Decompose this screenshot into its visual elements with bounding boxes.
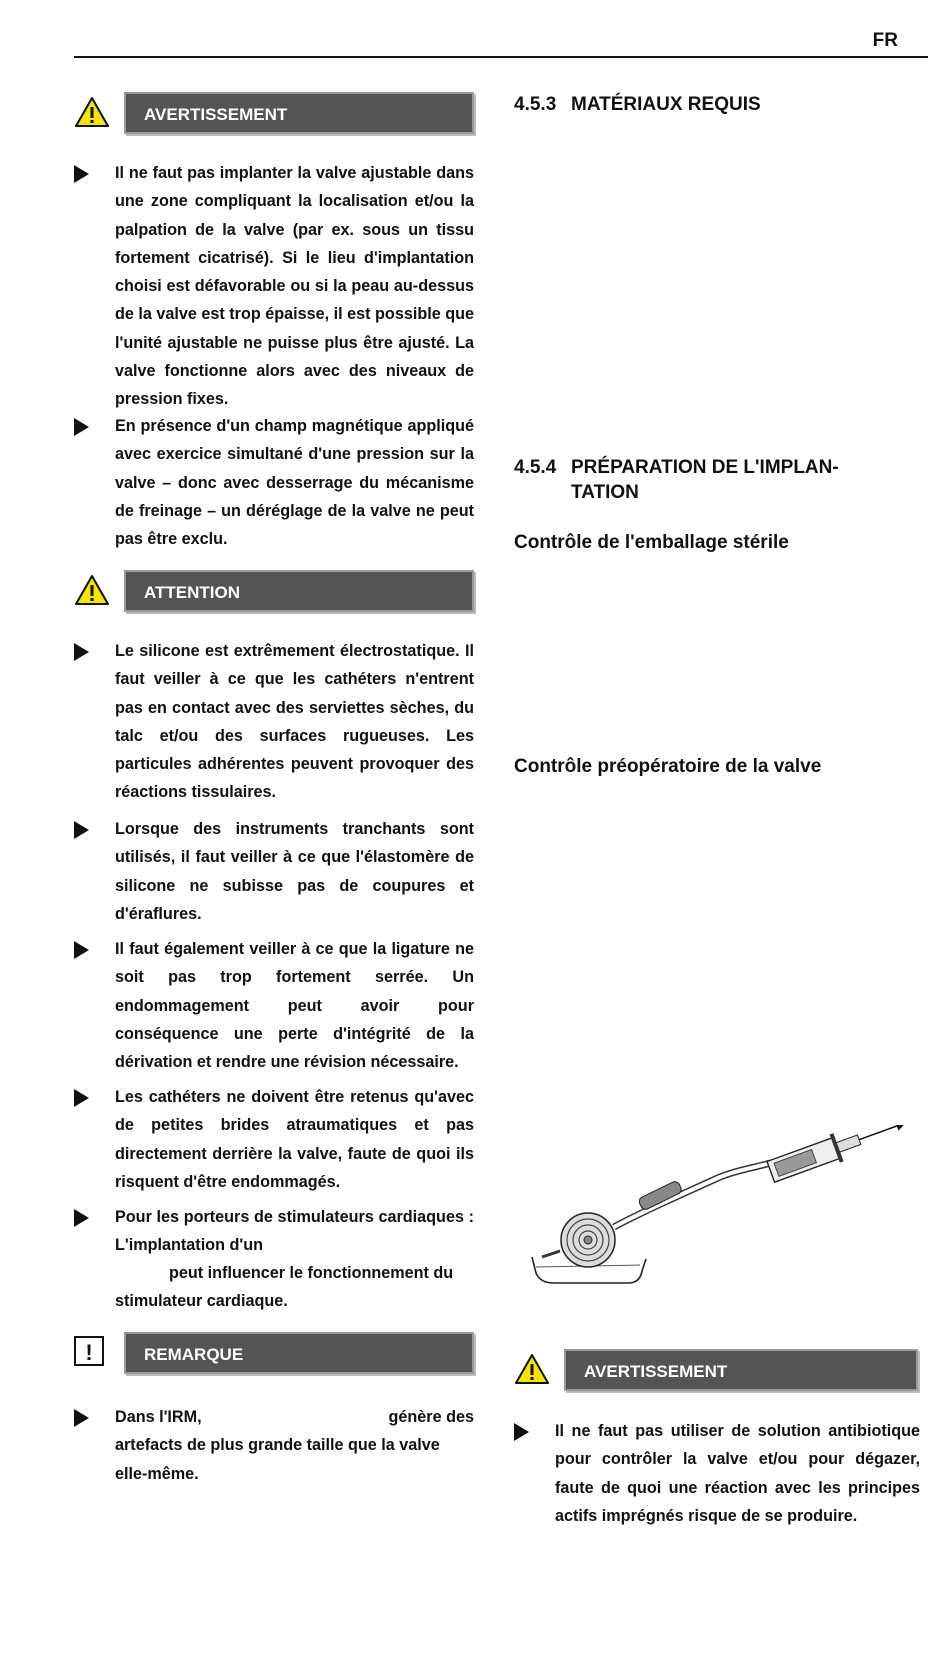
list-item-text: Lorsque des instruments tranchants sont utilisés, il faut veiller à ce que l'élastomère de silicone ne subisse pas de coupures et d'éraflures. <box>115 820 474 923</box>
warning-icon <box>74 574 110 606</box>
warning-banner-1 <box>74 92 474 134</box>
note-banner <box>74 1332 474 1374</box>
bullet-icon <box>74 165 89 183</box>
bullet-icon <box>74 418 89 436</box>
warning-title: AVERTISSEMENT <box>564 1349 918 1391</box>
list-item-text-continued <box>115 1259 474 1316</box>
exclamation-icon: ! <box>74 1336 104 1366</box>
subheading: Contrôle de l'emballage stérile <box>514 532 789 553</box>
section-number: 4.5.3 <box>514 94 557 115</box>
list-item-text: Il faut également veiller à ce que la ligature ne soit pas trop fortement serrée. Un endommagement peut avoir pour conséquence une perte d'intégrité de la dérivation et rendre une révision nécessaire. <box>115 940 474 1072</box>
bullet-icon <box>74 1089 89 1107</box>
list-item-text: Il ne faut pas implanter la valve ajustable dans une zone compliquant la localisation et/ou la palpation de la valve (par ex. sous un tissu fortement cicatrisé). Si le lieu d'implantation choisi est défavorable ou si la peau au-dessus de la valve est trop épaisse, il est possible que l'unité ajustable ne puisse plus être ajusté. La valve fonctionne alors avec des niveaux de pression fixes. <box>115 164 474 409</box>
section-number: 4.5.4 <box>514 457 557 478</box>
section-title-continued: TATION <box>571 482 639 503</box>
attention-title: ATTENTION <box>124 570 474 612</box>
list-item-text: Les cathéters ne doivent être retenus qu'avec de petites brides atraumatiques et pas directement derrière la valve, faute de quoi ils risquent d'être endommagés. <box>115 1088 474 1191</box>
section-title: PRÉPARATION DE L'IMPLAN- <box>571 457 839 478</box>
warning-title: AVERTISSEMENT <box>124 92 474 134</box>
attention-banner <box>74 570 474 612</box>
section-title: MATÉRIAUX REQUIS <box>571 94 761 115</box>
warning-banner-2 <box>514 1349 920 1391</box>
list-item-text: Pour les porteurs de stimulateurs cardiaques : L'implantation d'un <box>115 1208 474 1255</box>
language-label: FR <box>872 30 898 51</box>
subheading: Contrôle préopératoire de la valve <box>514 756 822 777</box>
list-item-text: Il ne faut pas utiliser de solution antibiotique pour contrôler la valve et/ou pour dégazer, faute de quoi une réaction avec les principes actifs imprégnés risque de se produire. <box>555 1422 920 1525</box>
list-item-text-continued-body: peut influencer le fonctionnement du stimulateur cardiaque. <box>115 1264 454 1311</box>
list-item-text: En présence d'un champ magnétique appliqué avec exercice simultané d'une pression sur la valve – donc avec desserrage du mécanisme de freinage – un déréglage de la valve ne peut pas être exclu. <box>115 417 474 549</box>
bullet-icon <box>74 643 89 661</box>
bullet-icon <box>514 1423 529 1441</box>
warning-icon <box>514 1353 550 1385</box>
bullet-icon <box>74 1209 89 1227</box>
note-text-part: génère des <box>388 1408 474 1426</box>
bullet-icon <box>74 941 89 959</box>
warning-icon <box>74 96 110 128</box>
valve-syringe-illustration <box>530 1125 910 1325</box>
bullet-icon <box>74 1409 89 1427</box>
list-item-text <box>115 1403 474 1488</box>
bullet-icon <box>74 821 89 839</box>
note-text-part: artefacts de plus grande taille que la valve elle-même. <box>115 1436 440 1483</box>
list-item-text: Le silicone est extrêmement électrostatique. Il faut veiller à ce que les cathéters n'entrent pas en contact avec des serviettes sèches, du talc et/ou des surfaces rugueuses. Les particules adhérentes peuvent provoquer des réactions tissulaires. <box>115 642 474 802</box>
note-text-part: Dans l'IRM, <box>115 1408 202 1426</box>
note-title: REMARQUE <box>124 1332 474 1374</box>
header-rule <box>74 56 928 58</box>
